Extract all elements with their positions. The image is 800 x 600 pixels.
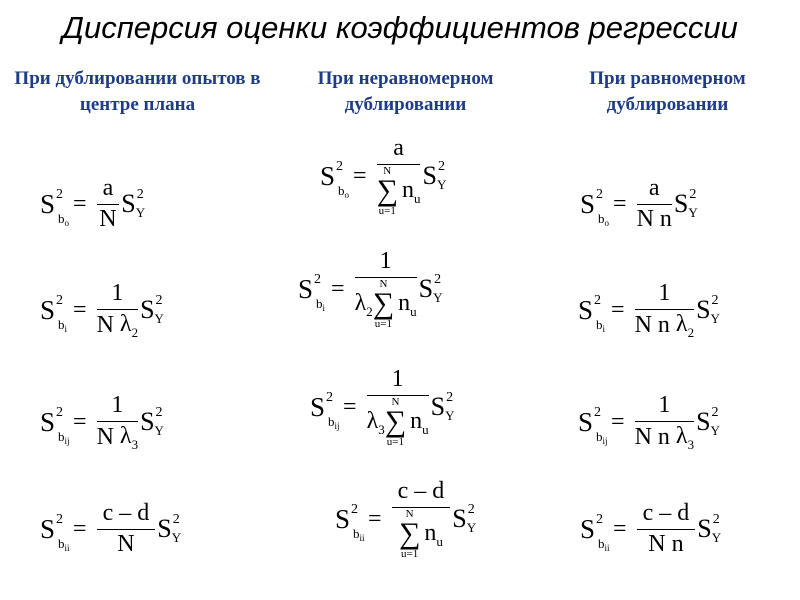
equals-sign: = — [368, 505, 382, 532]
equals-sign: = — [611, 408, 625, 435]
fraction: $\frac{a}{\text{N n}}$ — [636, 175, 672, 232]
response-variance: S 2 Y — [121, 187, 146, 220]
response-variance: S 2 Y — [696, 405, 720, 439]
response-variance: S 2 Y — [140, 293, 164, 327]
fraction: $\frac{a}{N}$ — [97, 175, 120, 233]
formula-even-bi — [578, 280, 720, 341]
equals-sign: = — [353, 162, 367, 189]
fraction: 1 N $\lambda_3$ — [96, 392, 139, 452]
response-variance: S 2 Y — [430, 390, 455, 423]
fraction: 1 N n $\lambda_3$ — [634, 392, 695, 452]
formula-uneven-bii — [335, 478, 476, 560]
fraction: 1 N $\lambda_2$ — [96, 280, 139, 340]
response-variance: S 2 Y — [452, 502, 477, 535]
response-variance: S 2 Y — [673, 187, 698, 220]
fraction: $\frac{c - d}{\text{N n}}$ — [637, 500, 696, 558]
formula-even-b0 — [580, 175, 698, 233]
slide-title: Дисперсия оценки коэффициентов регрессии — [62, 10, 738, 45]
variance-symbol: S 2 $b_i$ — [40, 292, 68, 334]
equals-sign: = — [611, 296, 625, 323]
sum-sign: N ∑ u=1 — [398, 508, 421, 560]
fraction: c – d N ∑ u=1 $n_u$ — [392, 478, 451, 560]
variance-symbol: S 2 $b_{ii}$ — [335, 501, 365, 543]
equals-sign: = — [331, 275, 345, 302]
response-variance: S 2 Y — [140, 405, 164, 439]
variance-symbol: S 2 $b_o$ — [40, 186, 69, 228]
response-variance: S 2 Y — [418, 272, 443, 305]
variance-symbol: S 2 $b_{ii}$ — [40, 511, 70, 553]
sum-sign: N ∑ u=1 — [376, 165, 398, 217]
equals-sign: = — [73, 408, 87, 435]
formula-uneven-b0 — [320, 135, 446, 217]
formula-even-bij — [578, 392, 720, 453]
response-variance: S 2 Y — [696, 293, 720, 327]
sum-sign: N ∑ u=1 — [384, 396, 407, 448]
formula-uneven-bij — [310, 366, 454, 448]
response-variance: S 2 Y — [422, 159, 447, 192]
equals-sign: = — [613, 515, 627, 542]
sum-sign: N ∑ u=1 — [372, 278, 395, 330]
variance-symbol: S 2 $b_{ij}$ — [578, 404, 608, 446]
column-heading-center: При дублировании опытов в центре плана — [14, 68, 261, 115]
equals-sign: = — [73, 190, 87, 217]
formula-center-bi — [40, 280, 164, 341]
formula-center-bii — [40, 500, 181, 558]
variance-symbol: S 2 $b_i$ — [298, 271, 326, 313]
variance-symbol: S 2 $b_{ij}$ — [310, 389, 340, 431]
column-heading-even: При равномерном дублировании — [589, 68, 746, 115]
variance-symbol: S 2 $b_{ii}$ — [580, 511, 610, 553]
fraction: a N ∑ u=1 $n_u$ — [376, 135, 421, 217]
equals-sign: = — [73, 296, 87, 323]
fraction: 1 N n $\lambda_2$ — [634, 280, 695, 340]
equals-sign: = — [73, 515, 87, 542]
column-heading-uneven: При неравномерном дублировании — [317, 68, 494, 115]
fraction: 1 $\lambda_3$ N ∑ u=1 $n_u$ — [366, 366, 429, 448]
variance-symbol: S 2 $b_o$ — [320, 158, 349, 200]
fraction: 1 $\lambda_2$ N ∑ u=1 $n_u$ — [354, 248, 417, 330]
formula-uneven-bi — [298, 248, 442, 330]
variance-symbol: S 2 $b_o$ — [580, 186, 609, 228]
formula-even-bii — [580, 500, 721, 558]
equals-sign: = — [613, 190, 627, 217]
equals-sign: = — [343, 393, 357, 420]
fraction: $\frac{c - d}{N}$ — [97, 500, 156, 558]
variance-symbol: S 2 $b_i$ — [578, 292, 606, 334]
formula-center-bij — [40, 392, 164, 453]
variance-symbol: S 2 $b_{ij}$ — [40, 404, 70, 446]
formula-center-b0 — [40, 175, 145, 233]
response-variance: S 2 Y — [697, 512, 722, 545]
response-variance: S 2 Y — [157, 512, 182, 545]
